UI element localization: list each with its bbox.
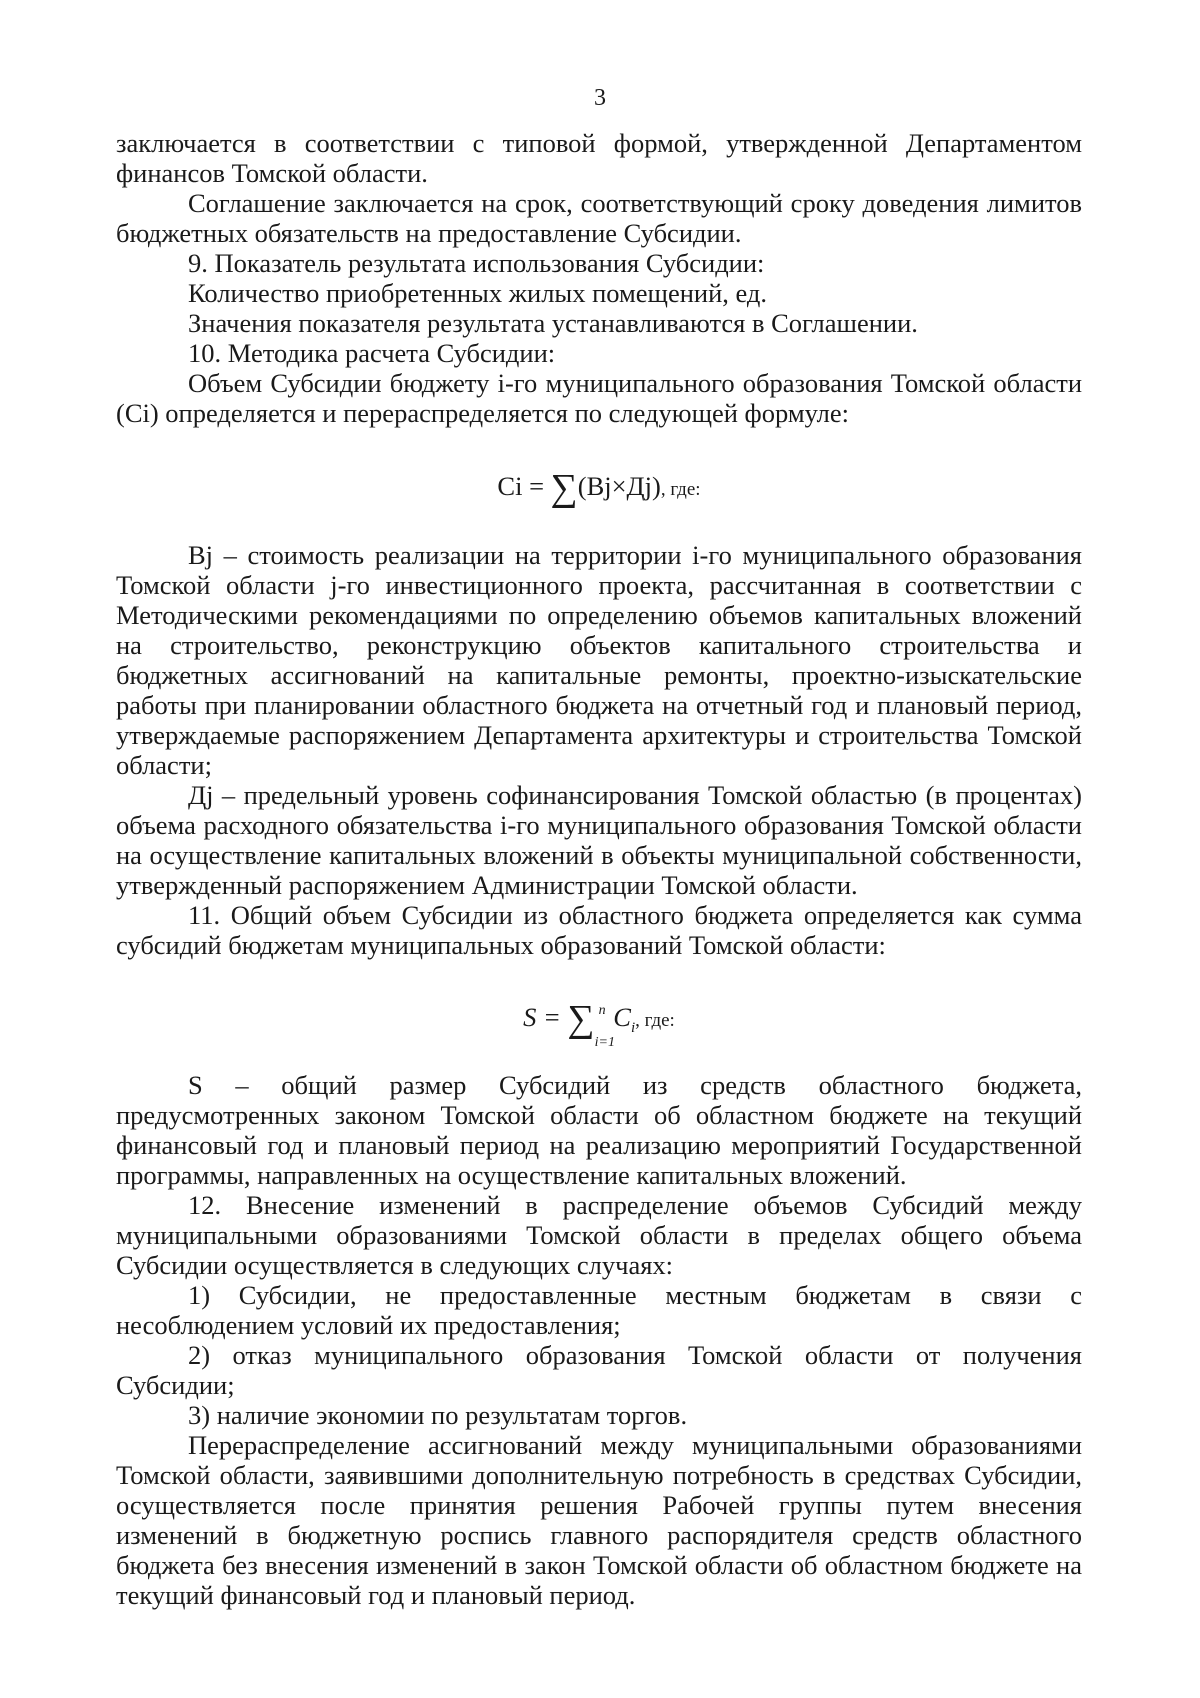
top-text-block [116,128,1082,428]
paragraph-item-12: 12. Внесение изменений в распределение объемов Субсидий между муниципальными образованиями Томской области в пределах общего объема Субсидии осуществляется в следующих случаях: [116,1190,1082,1280]
formula-2-suffix: , где: [635,1010,675,1031]
formula-2-lower: i=1 [594,1035,615,1050]
formula-1-body: (Bj×Дj) [577,471,661,501]
formula-2-lhs: S = [523,1002,568,1032]
formula-2-block [116,998,1082,1050]
formula-ci [116,467,1082,509]
formula-2-sigma: ∑ [567,998,595,1040]
paragraph-dj-definition: Дj – предельный уровень софинансирования Томской областью (в процентах) объема расходного обязательства i-го муниципального образования Томской области на осуществление капитальных вложений в объекты муниципальной собственности, утвержденный распоряжением Администрации Томской области. [116,780,1082,900]
paragraph-agreement-term: Соглашение заключается на срок, соответствующий сроку доведения лимитов бюджетных обязательств на предоставление Субсидии. [116,188,1082,248]
paragraph-indicator: Количество приобретенных жилых помещений, ед. [188,278,768,308]
bottom-text-block [116,1070,1082,1610]
paragraph-indicator-values: Значения показателя результата устанавливаются в Соглашении. [188,308,918,338]
paragraph-subsidy-volume: Объем Субсидии бюджету i-го муниципального образования Томской области (Ci) определяется и перераспределяется по следующей формуле: [116,368,1082,428]
formula-1-sigma: ∑ [550,467,578,509]
paragraph-s-definition: S – общий размер Субсидий из средств областного бюджета, предусмотренных законом Томской области об областном бюджете на текущий финансовый год и плановый период на реализацию мероприятий Государственной программы, направленных на осуществление капитальных вложений. [116,1070,1082,1190]
paragraph-case-3: 3) наличие экономии по результатам торгов. [188,1400,688,1430]
formula-2-term: C [613,1002,631,1032]
paragraph-case-1: 1) Субсидии, не предоставленные местным бюджетам в связи с несоблюдением условий их предоставления; [116,1280,1082,1340]
formula-1-lhs: Ci = [497,471,551,501]
page-number: 3 [594,85,606,111]
paragraph-continuation: заключается в соответствии с типовой формой, утвержденной Департаментом финансов Томской области. [116,128,1082,188]
formula-2-term-sub: i [630,1020,636,1036]
middle-text-block [116,540,1082,960]
paragraph-case-2: 2) отказ муниципального образования Томской области от получения Субсидии; [116,1340,1082,1400]
formula-2-upper: n [598,1003,606,1018]
formula-1-block [116,467,1082,509]
paragraph-item-10: 10. Методика расчета Субсидии: [188,338,556,368]
formula-s [116,998,1082,1050]
formula-1-suffix: , где: [660,479,701,500]
paragraph-item-9: 9. Показатель результата использования Субсидии: [188,248,765,278]
paragraph-redistribution: Перераспределение ассигнований между муниципальными образованиями Томской области, заявившими дополнительную потребность в средствах Субсидии, осуществляется после принятия решения Рабочей группы путем внесения изменений в бюджетную роспись главного распорядителя средств областного бюджета без внесения изменений в закон Томской области об областном бюджете на текущий финансовый год и плановый период. [116,1430,1082,1610]
paragraph-bj-definition: Bj – стоимость реализации на территории i-го муниципального образования Томской области j-го инвестиционного проекта, рассчитанная в соответствии с Методическими рекомендациями по определению объемов капитальных вложений на строительство, реконструкцию объектов капитального строительства и бюджетных ассигнований на капитальные ремонты, проектно-изыскательские работы при планировании областного бюджета на отчетный год и плановый период, утверждаемые распоряжением Департамента архитектуры и строительства Томской области; [116,540,1082,780]
paragraph-item-11: 11. Общий объем Субсидии из областного бюджета определяется как сумма субсидий бюджетам муниципальных образований Томской области: [116,900,1082,960]
